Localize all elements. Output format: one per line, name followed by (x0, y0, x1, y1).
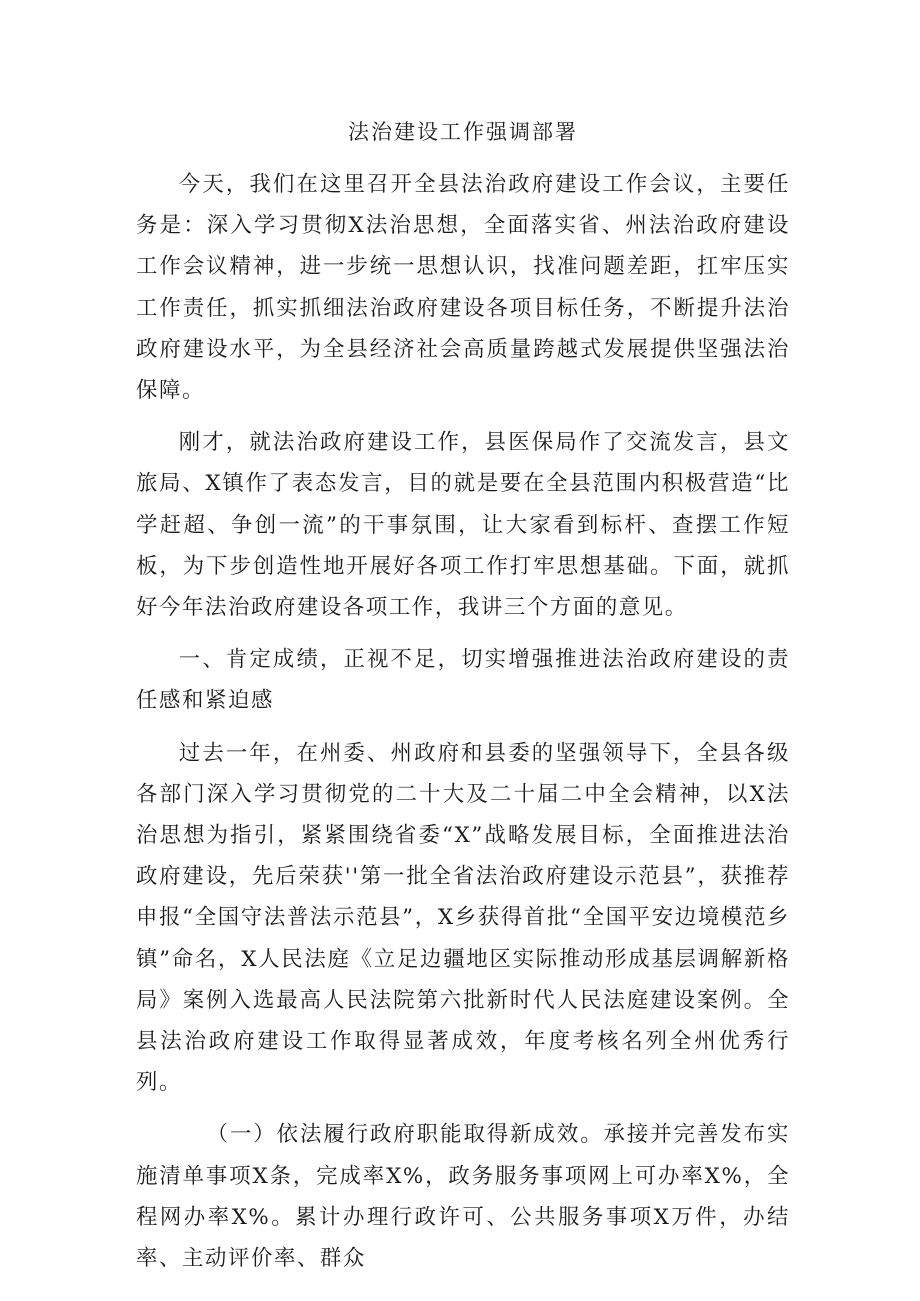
paragraph-opening: 今天，我们在这里召开全县法治政府建设工作会议，主要任务是：深入学习贯彻X法治思想，全面落实省、州法治政府建设工作会议精神，进一步统一思想认识，找准问题差距，扛牢压实工作责任，抓实抓细法治政府建设各项目标任务，不断提升法治政府建设水平，为全县经济社会高质量跨越式发展提供坚强法治保障。 (136, 172, 790, 404)
paragraph-achievements: 过去一年，在州委、州政府和县委的坚强领导下，全县各级各部门深入学习贯彻党的二十大及二十届二中全会精神，以X法治思想为指引，紧紧围绕省委“X”战略发展目标，全面推进法治政府建设，先后荣获''第一批全省法治政府建设示范县”，获推荐申报“全国守法普法示范县”，X乡获得首批“全国平安边境模范乡镇”命名，X人民法庭《立足边疆地区实际推动形成基层调解新格局》案例入选最高人民法院第六批新时代人民法庭建设案例。全县法治政府建设工作取得显著成效，年度考核名列全州优秀行列。 (136, 740, 790, 1096)
paragraph-context: 刚才，就法治政府建设工作，县医保局作了交流发言，县文旅局、X镇作了表态发言，目的就是要在全县范围内积极营造“比学赶超、争创一流”的干事氛围，让大家看到标杆、查摆工作短板，为下步创造性地开展好各项工作打牢思想基础。下面，就抓好今年法治政府建设各项工作，我讲三个方面的意见。 (136, 430, 790, 621)
document-page (136, 112, 790, 1290)
subsection-one: （一）依法履行政府职能取得新成效。承接并完善发布实施清单事项X条，完成率X%，政务服务事项网上可办率X%，全程网办率X%。累计办理行政许可、公共服务事项X万件，办结率、主动评价率、群众 (136, 1122, 790, 1272)
section-heading-one: 一、肯定成绩，正视不足，切实增强推进法治政府建设的责任感和紧迫感 (136, 647, 790, 714)
document-title: 法治建设工作强调部署 (348, 120, 578, 144)
